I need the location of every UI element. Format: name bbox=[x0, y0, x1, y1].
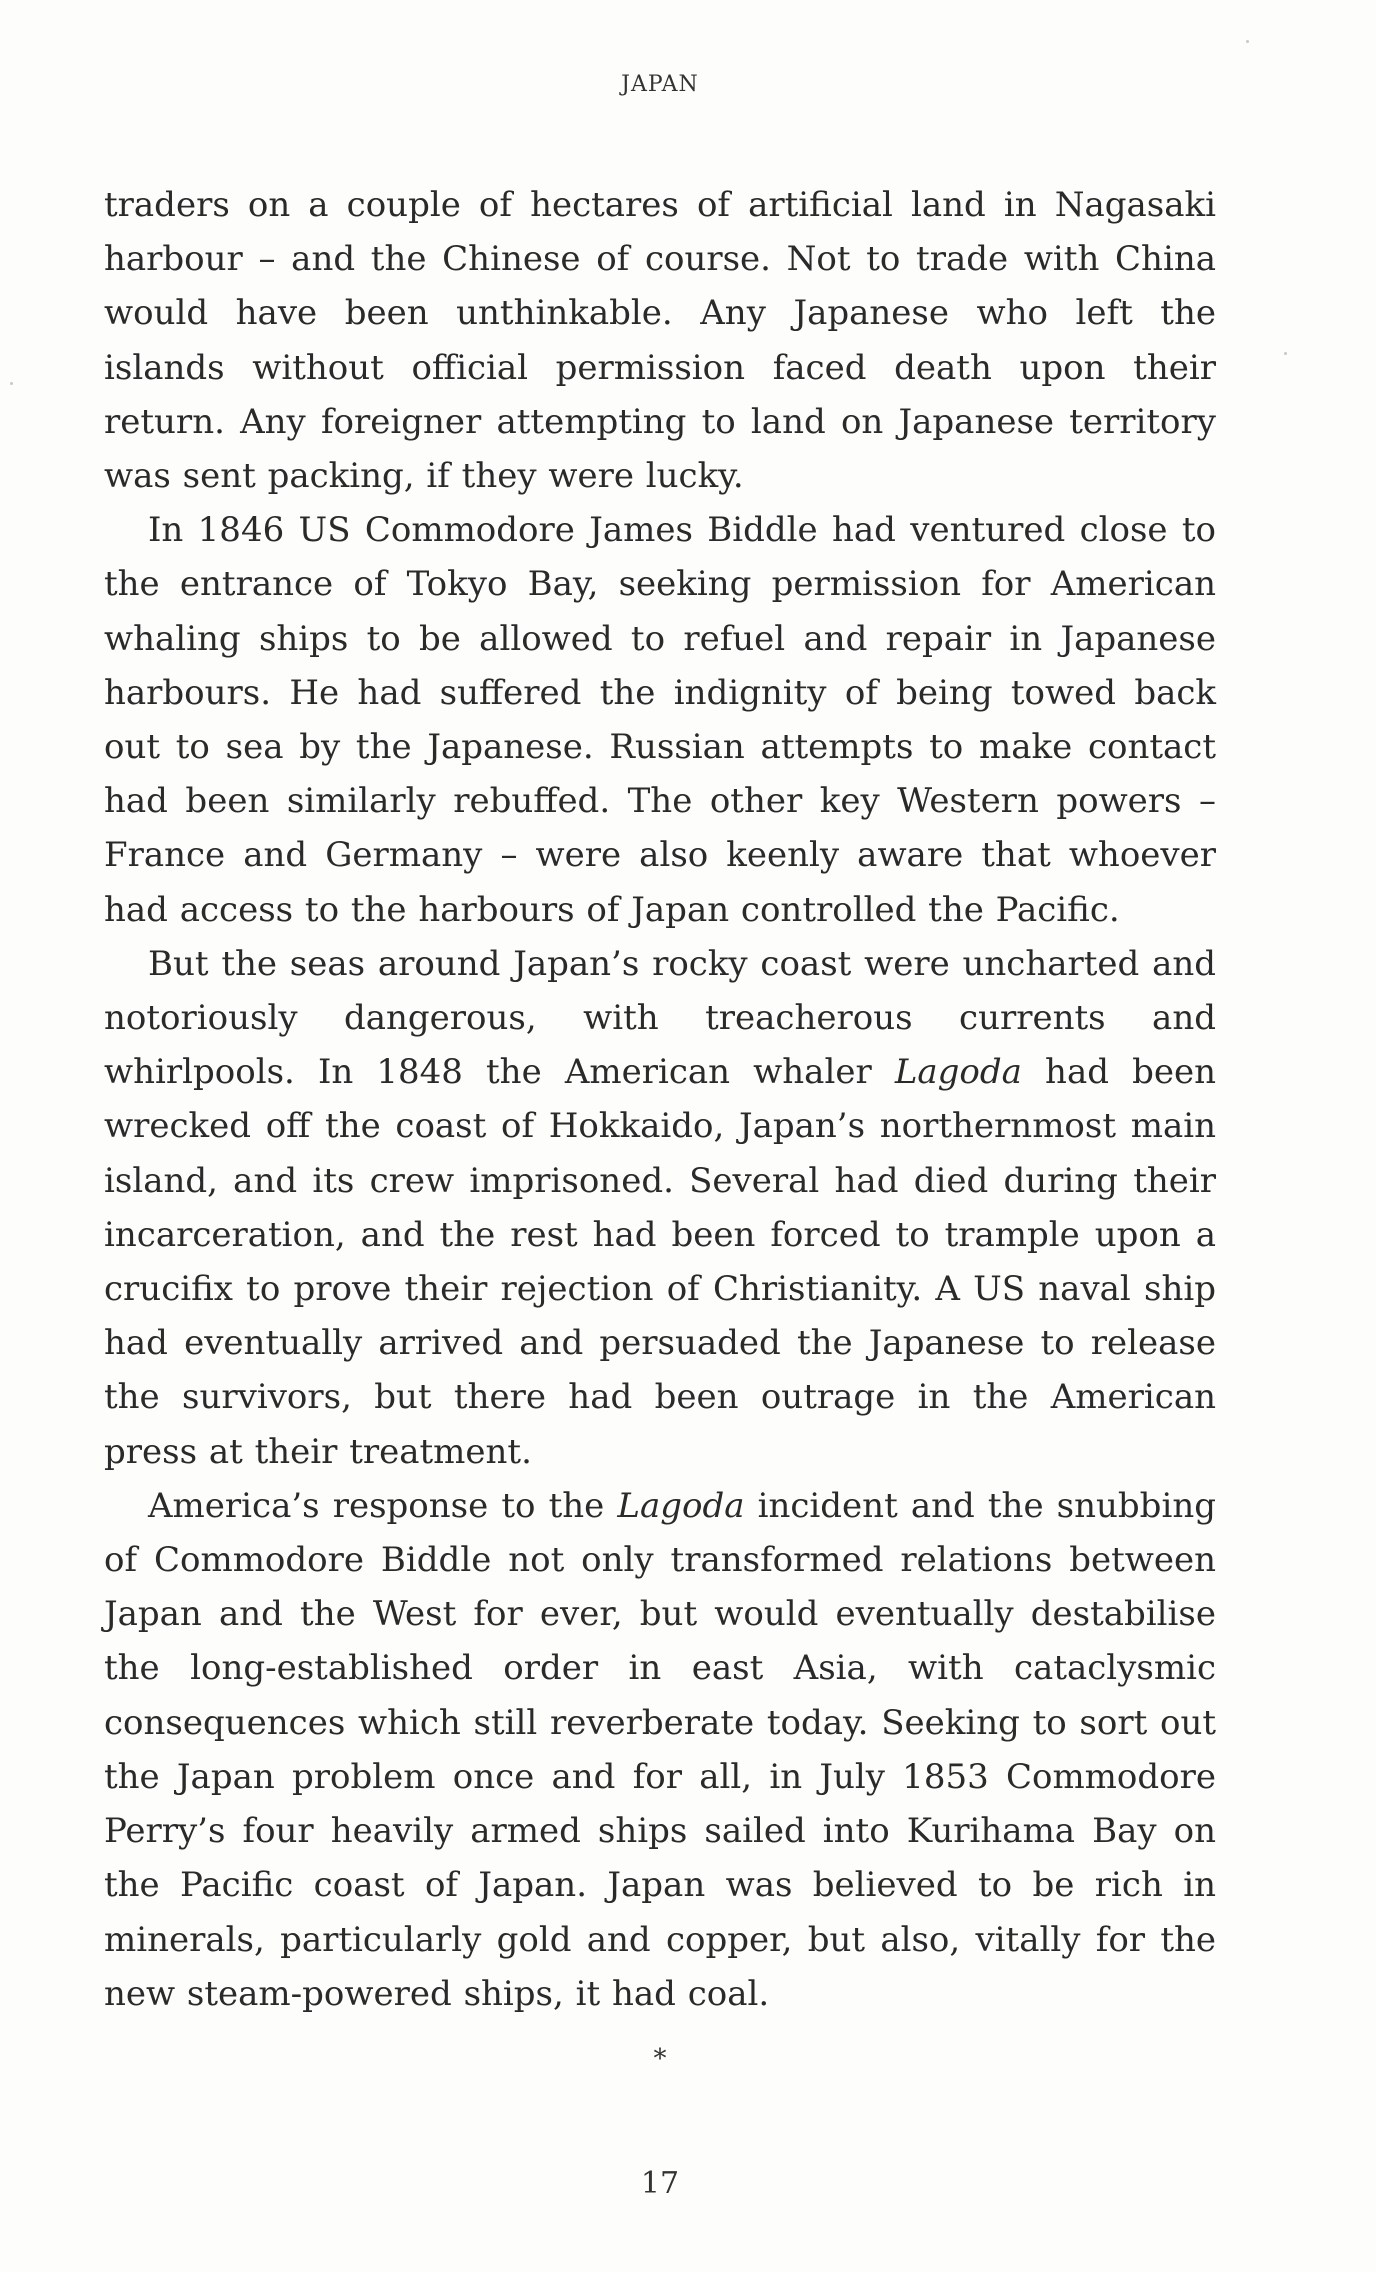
paper-speck bbox=[1284, 352, 1287, 355]
paragraph-4-text-b: incident and the snubbing of Commodore Biddle not only transformed relations between Japan and the West for ever, but would eventually destabilise the long-established order in east Asia, with cataclysmic consequences which still reverberate today. Seeking to sort out the Japan problem once and for all, in July 1853 Commodore Perry’s four heavily armed ships sailed into Kurihama Bay on the Pacific coast of Japan. Japan was believed to be rich in minerals, particularly gold and copper, but also, vitally for the new steam-powered ships, it had coal. bbox=[104, 1485, 1216, 2014]
running-head: JAPAN bbox=[621, 72, 699, 97]
paragraph-3-text-a: But the seas around Japan’s rocky coast were uncharted and notoriously dangerous, with treacherous currents and whirlpools. In 1848 the American whaler bbox=[104, 943, 1216, 1093]
paragraph-1-text: traders on a couple of hectares of artificial land in Nagasaki harbour – and the Chinese of course. Not to trade with China would have been unthinkable. Any Japanese who left the islands without official permission faced death upon their return. Any foreigner attempting to land on Japanese territory was sent packing, if they were lucky. bbox=[104, 185, 1216, 497]
paragraph-1 bbox=[104, 178, 1216, 503]
section-break-asterisk: * bbox=[653, 2044, 667, 2074]
paragraph-2-text: In 1846 US Commodore James Biddle had ventured close to the entrance of Tokyo Bay, seeking permission for American whaling ships to be allowed to refuel and repair in Japanese harbours. He had suffered the indignity of being towed back out to sea by the Japanese. Russian attempts to make contact had been similarly rebuffed. The other key Western powers – France and Germany – were also keenly aware that whoever had access to the harbours of Japan controlled the Pacific. bbox=[104, 510, 1216, 930]
ship-name-lagoda: Lagoda bbox=[617, 1485, 745, 1526]
paragraph-3 bbox=[104, 937, 1216, 1479]
ship-name-lagoda: Lagoda bbox=[894, 1052, 1022, 1093]
page-number: 17 bbox=[640, 2166, 680, 2201]
paragraph-2 bbox=[104, 503, 1216, 937]
paragraph-4-text-a: America’s response to the bbox=[148, 1485, 618, 1526]
paragraph-3-text-b: had been wrecked off the coast of Hokkaido, Japan’s northernmost main island, and its crew imprisoned. Several had died during their incarceration, and the rest had been forced to trample upon a crucifix to prove their rejection of Christianity. A US naval ship had eventually arrived and persuaded the Japanese to release the survivors, but there had been outrage in the American press at their treatment. bbox=[104, 1052, 1216, 1472]
body-text bbox=[104, 178, 1216, 2021]
paragraph-4 bbox=[104, 1479, 1216, 2021]
paper-speck bbox=[1246, 40, 1249, 43]
paper-speck bbox=[10, 382, 13, 385]
